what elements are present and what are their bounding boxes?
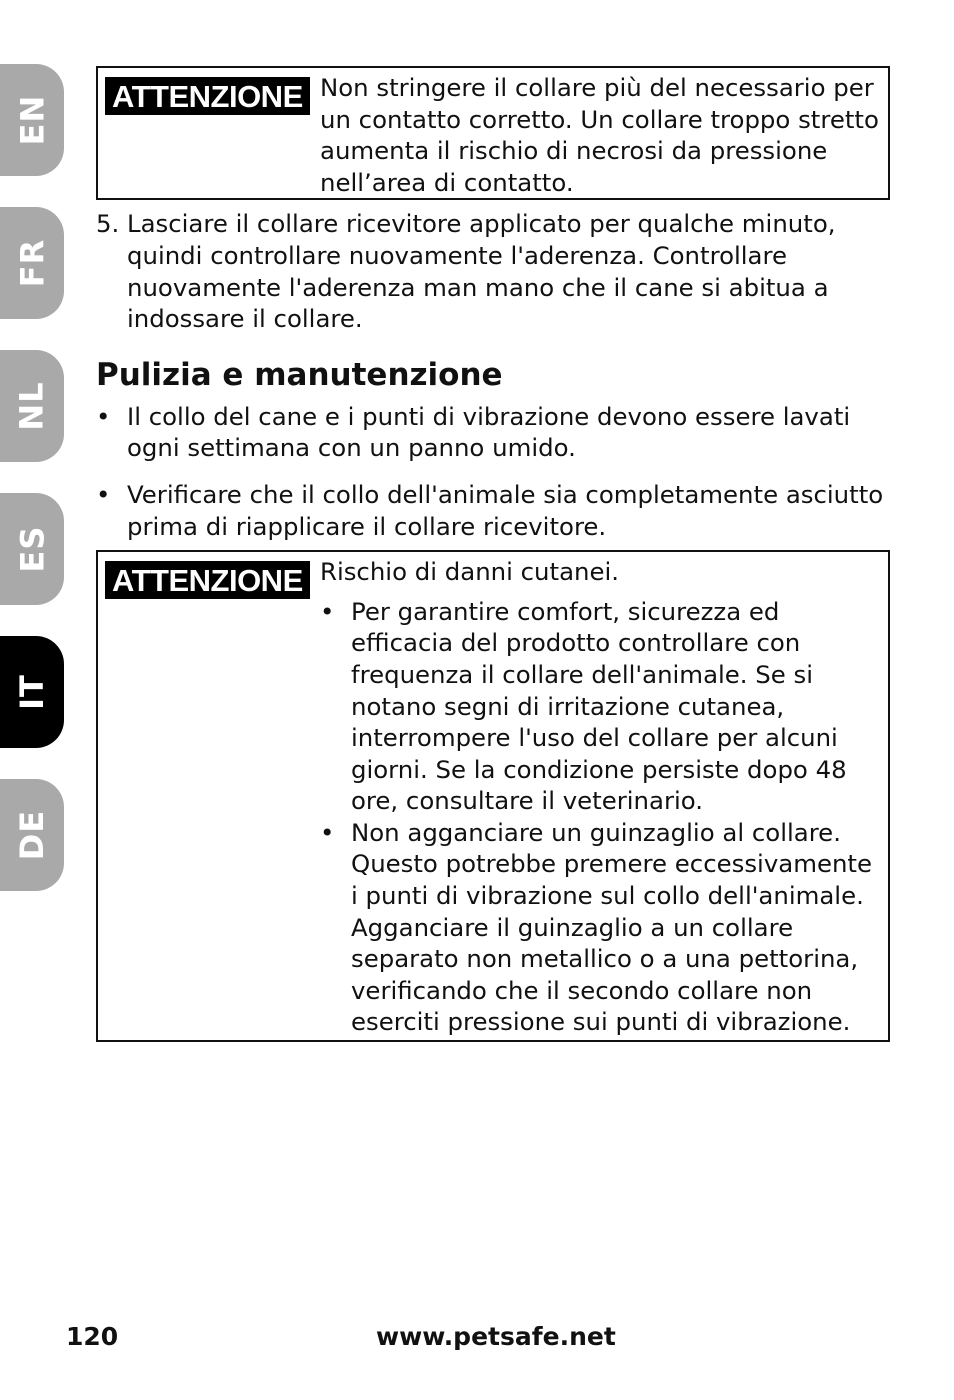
tab-es-label: ES [13,525,51,573]
list-item-text: Verificare che il collo dell'animale sia completamente asciutto prima di riapplicare il collare ricevitore. [127,479,884,541]
warning-label-cell [105,72,320,198]
tab-fr-label: FR [13,238,51,288]
list-item [96,479,890,542]
tab-it-label: IT [12,674,51,710]
bullet-icon: • [96,401,111,431]
bullet-icon: • [320,817,335,847]
page-footer [64,1322,884,1358]
warning-label: ATTENZIONE [105,561,310,599]
warning-text: Non stringere il collare più del necessario per un contatto corretto. Un collare troppo stretto aumenta il rischio di necrosi da pressione nell’area di contatto. [320,73,879,197]
tab-de-label: DE [12,809,51,861]
warning-intro: Rischio di danni cutanei. [320,557,620,587]
page-content [96,66,890,1042]
step-number: 5. [96,209,120,239]
warning-bullet-list [320,596,880,1038]
tab-en[interactable] [0,64,64,176]
bullet-icon: • [320,596,335,626]
language-tabs [0,0,64,1400]
section-title: Pulizia e manutenzione [96,356,503,393]
tab-es[interactable] [0,493,64,605]
step-text: Lasciare il collare ricevitore applicato per qualche minuto, quindi controllare nuovamente l'aderenza. Controllare nuovamente l'aderenza man mano che il cane si abitua a indossare il collare. [127,209,836,334]
list-item-text: Il collo del cane e i punti di vibrazione devono essere lavati ogni settimana con un panno umido. [127,401,851,463]
warning-box-collar-tightness [96,66,890,200]
tab-en-label: EN [12,94,51,146]
cleaning-bullet-list [96,401,890,542]
warning-label: ATTENZIONE [105,77,310,115]
warning-label-cell [105,556,320,1038]
list-item-text: Non agganciare un guinzaglio al collare. Questo potrebbe premere eccessivamente i punti di vibrazione sul collo dell'animale. Agganciare il guinzaglio a un collare separato non metallico o a una pettorina, verificando che il secondo collare non eserciti pressione sui punti di vibrazione. [351,817,872,1037]
bullet-icon: • [96,479,111,509]
tab-nl[interactable] [0,350,64,462]
list-item [96,401,890,464]
website-link[interactable]: www.petsafe.net [376,1322,616,1351]
step-5 [96,208,890,334]
warning-box-skin-damage [96,550,890,1042]
tab-nl-label: NL [12,381,51,431]
list-item [320,596,880,817]
tab-de[interactable] [0,779,64,891]
list-item-text: Per garantire comfort, sicurezza ed efficacia del prodotto controllare con frequenza il collare dell'animale. Se si notano segni di irritazione cutanea, interrompere l'uso del collare per alcuni giorni. Se la condizione persiste dopo 48 ore, consultare il veterinario. [351,596,847,816]
warning-body [320,556,880,1038]
page-number: 120 [66,1322,119,1351]
tab-fr[interactable] [0,207,64,319]
tab-it[interactable] [0,636,64,748]
list-item [320,817,880,1038]
